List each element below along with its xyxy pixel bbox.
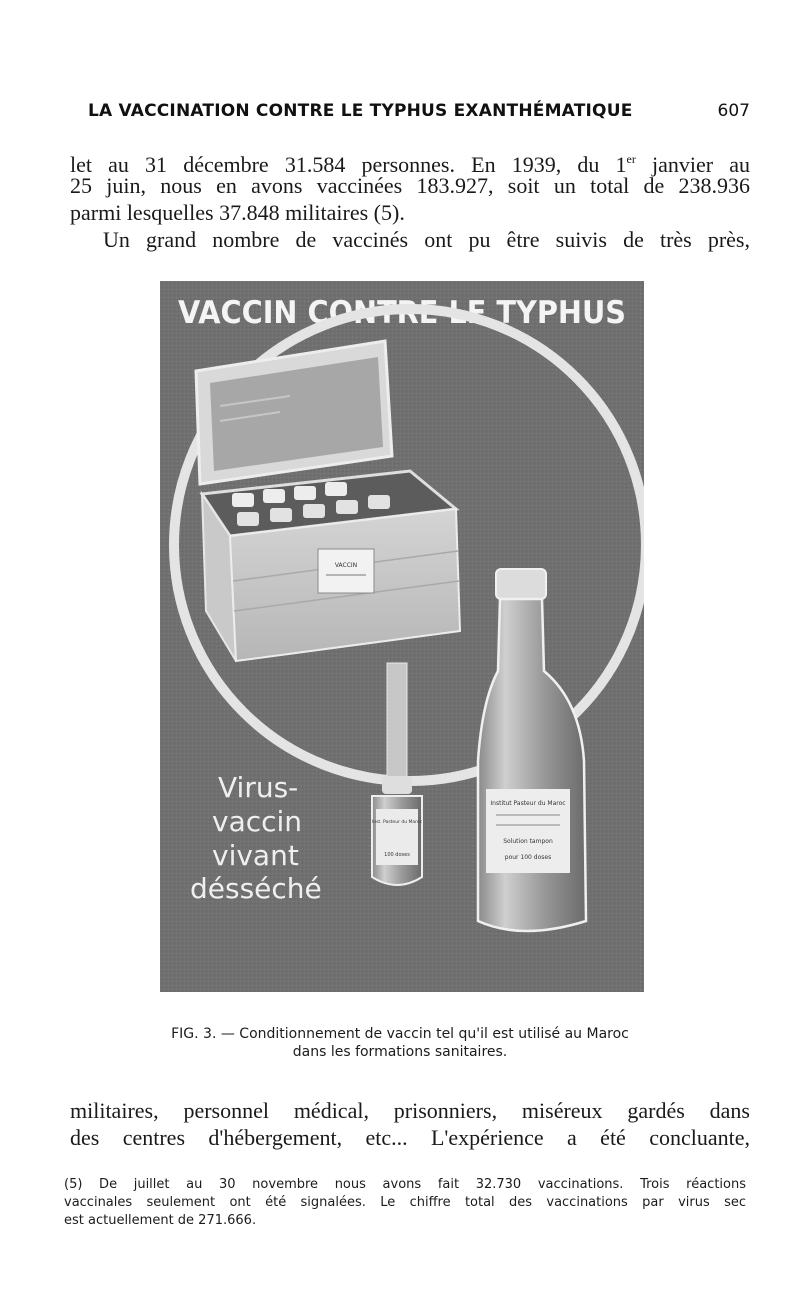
svg-text:Institut Pasteur du Maroc: Institut Pasteur du Maroc bbox=[490, 800, 566, 807]
running-header bbox=[88, 101, 750, 131]
footnote-line-2: vaccinales seulement ont été signalées. Le chiffre total des vaccinations par virus sec bbox=[64, 1195, 746, 1210]
svg-text:Solution tampon: Solution tampon bbox=[503, 838, 553, 845]
superscript-er: er bbox=[626, 152, 636, 166]
body-line-1: let au 31 décembre 31.584 personnes. En 1939, du 1er janvier au bbox=[70, 152, 750, 177]
figure-caption-line-2: dans les formations sanitaires. bbox=[292, 1044, 508, 1060]
svg-text:Virus-: Virus- bbox=[218, 771, 299, 804]
svg-text:pour 100 doses: pour 100 doses bbox=[504, 854, 552, 861]
body-line-3: parmi lesquelles 37.848 militaires (5). bbox=[70, 200, 405, 225]
figure-caption-line-1: FIG. 3. — Conditionnement de vaccin tel qu'il est utilisé au Maroc bbox=[171, 1026, 629, 1042]
body-line-5: militaires, personnel médical, prisonniers, miséreux gardés dans bbox=[70, 1098, 750, 1123]
figure-vaccine-poster bbox=[160, 281, 644, 992]
page-number: 607 bbox=[717, 101, 750, 121]
svg-text:Inst. Pasteur du Maroc: Inst. Pasteur du Maroc bbox=[371, 820, 423, 825]
svg-text:vivant: vivant bbox=[212, 839, 299, 872]
poster-banner: VACCIN CONTRE LE TYPHUS bbox=[178, 295, 626, 331]
poster-photo bbox=[160, 281, 644, 992]
running-header-title: LA VACCINATION CONTRE LE TYPHUS EXANTHÉMATIQUE bbox=[88, 101, 633, 121]
footnote-line-1: (5) De juillet au 30 novembre nous avons fait 32.730 vaccinations. Trois réactions bbox=[64, 1177, 746, 1192]
body-line-6: des centres d'hébergement, etc... L'expérience a été concluante, bbox=[70, 1125, 750, 1150]
footnote-line-3: est actuellement de 271.666. bbox=[64, 1213, 257, 1228]
svg-text:100 doses: 100 doses bbox=[384, 852, 410, 858]
svg-text:désséché: désséché bbox=[190, 872, 322, 905]
svg-text:vaccin: vaccin bbox=[212, 805, 303, 838]
body-line-4: Un grand nombre de vaccinés ont pu être suivis de très près, bbox=[103, 227, 750, 252]
body-line-2: 25 juin, nous en avons vaccinées 183.927, soit un total de 238.936 bbox=[70, 173, 750, 198]
svg-text:VACCIN: VACCIN bbox=[334, 562, 358, 569]
